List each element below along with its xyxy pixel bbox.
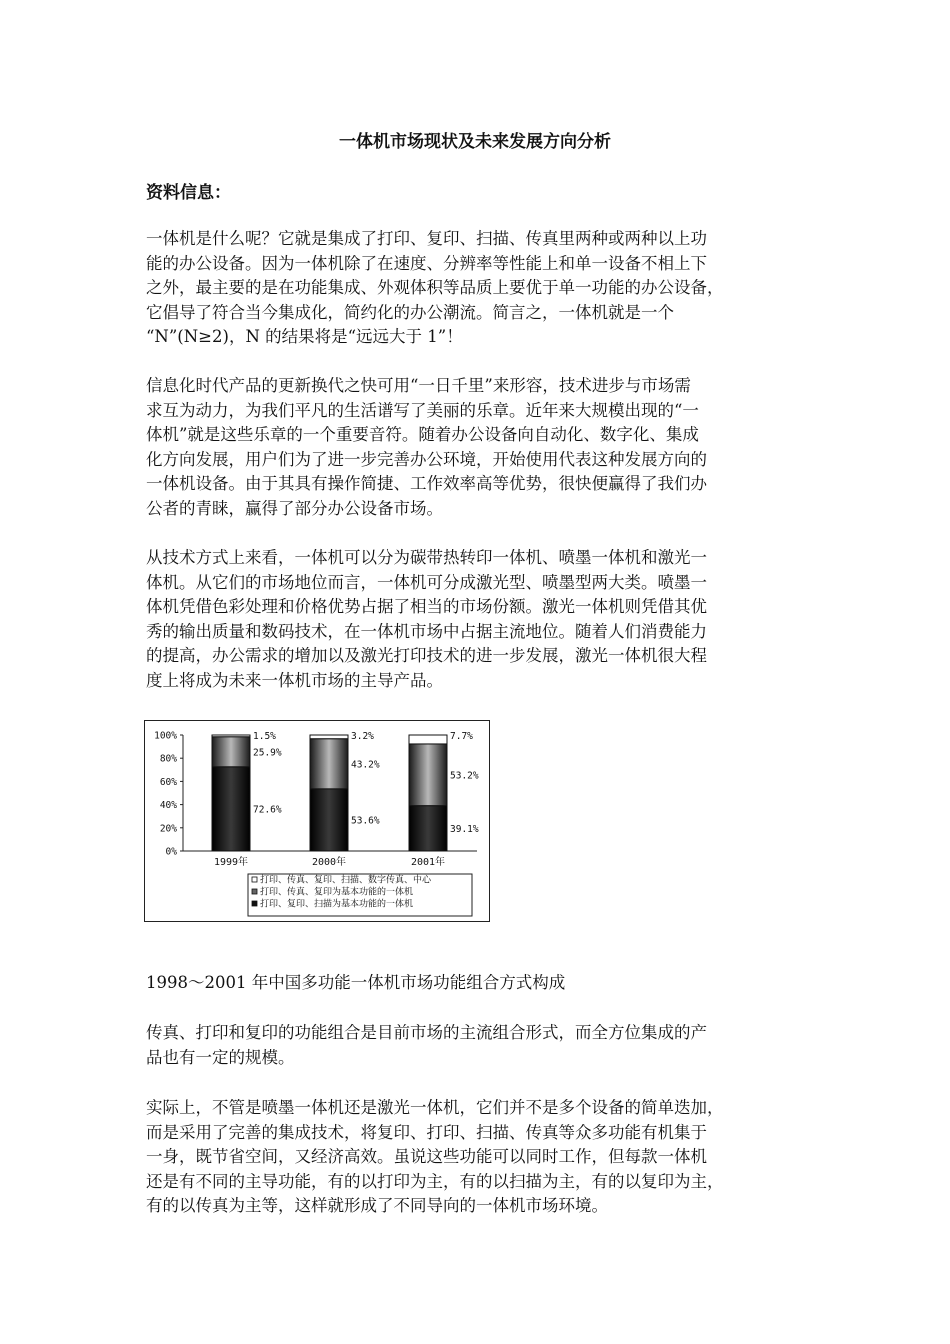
- bar-segment: [212, 767, 250, 851]
- section-heading: 资料信息：: [146, 183, 231, 203]
- text-line: 传真、打印和复印的功能组合是目前市场的主流组合形式，而全方位集成的产: [146, 1023, 707, 1042]
- bar-segment: [310, 739, 348, 789]
- text-line: “N”(N≥2)，N 的结果将是“远远大于 1”！: [146, 327, 463, 346]
- legend-swatch: [252, 901, 257, 906]
- text-line: 它倡导了符合当今集成化，简约化的办公潮流。简言之，一体机就是一个: [146, 302, 674, 322]
- data-label: 3.2%: [351, 731, 374, 742]
- text-line: 有的以传真为主等，这样就形成了不同导向的一体机市场环境。: [146, 1196, 608, 1215]
- text-line: 而是采用了完善的集成技术，将复印、打印、扫描、传真等众多功能有机集于: [146, 1122, 707, 1142]
- bar-segment: [310, 735, 348, 739]
- data-label: 25.9%: [253, 747, 282, 759]
- legend-label: 打印、复印、扫描为基本功能的一体机: [260, 899, 414, 910]
- data-label: 53.6%: [351, 815, 380, 827]
- stacked-bar-chart: [144, 720, 490, 922]
- text-line: 体机。从它们的市场地位而言，一体机可分成激光型、喷墨型两大类。喷墨一: [146, 572, 707, 592]
- paragraph-3: [146, 546, 816, 693]
- data-label: 72.6%: [253, 804, 282, 816]
- y-tick-label: 100%: [154, 730, 177, 742]
- text-line: 信息化时代产品的更新换代之快可用“一日千里”来形容，技术进步与市场需: [146, 376, 691, 395]
- paragraph-6: [146, 1096, 816, 1219]
- document-title: 一体机市场现状及未来发展方向分析: [339, 132, 611, 152]
- text-line: 秀的输出质量和数码技术，在一体机市场中占据主流地位。随着人们消费能力: [146, 621, 707, 641]
- y-tick-label: 80%: [159, 753, 177, 765]
- text-line: 求互为动力，为我们平凡的生活谱写了美丽的乐章。近年来大规模出现的“一: [146, 400, 699, 420]
- text-line: 之外，最主要的是在功能集成、外观体积等品质上要优于单一功能的办公设备，: [146, 278, 724, 297]
- text-line: 化方向发展，用户们为了进一步完善办公环境，开始使用代表这种发展方向的: [146, 449, 707, 469]
- x-tick-label: 2000年: [311, 857, 347, 868]
- data-label: 39.1%: [450, 823, 479, 835]
- paragraph-1: [146, 227, 816, 350]
- bar-segment: [310, 789, 348, 851]
- text-line: 实际上，不管是喷墨一体机还是激光一体机，它们并不是多个设备的简单迭加，: [146, 1098, 724, 1117]
- y-tick-label: 40%: [159, 800, 177, 812]
- legend-swatch: [252, 877, 257, 882]
- text-line: 度上将成为未来一体机市场的主导产品。: [146, 670, 443, 690]
- bar-segment: [409, 806, 447, 851]
- text-line: 体机”就是这些乐章的一个重要音符。随着办公设备向自动化、数字化、集成: [146, 425, 699, 444]
- text-line: 公者的青睐，赢得了部分办公设备市场。: [146, 498, 443, 518]
- text-line: 从技术方式上来看，一体机可以分为碳带热转印一体机、喷墨一体机和激光一: [146, 548, 707, 567]
- bar-segment: [212, 735, 250, 737]
- text-line: 一身，既节省空间，又经济高效。虽说这些功能可以同时工作，但每款一体机: [146, 1147, 707, 1166]
- data-label: 53.2%: [450, 770, 479, 782]
- text-line: 品也有一定的规模。: [146, 1047, 295, 1067]
- chart-caption: [146, 971, 816, 996]
- text-line: 体机凭借色彩处理和价格优势占据了相当的市场份额。激光一体机则凭借其优: [146, 597, 707, 616]
- paragraph-2: [146, 374, 816, 521]
- data-label: 43.2%: [351, 759, 380, 771]
- legend-label: 打印、传真、复印、扫描、数字传真、中心: [260, 875, 432, 886]
- bar-segment: [212, 737, 250, 767]
- data-label: 1.5%: [253, 731, 276, 742]
- text-line: 的提高，办公需求的增加以及激光打印技术的进一步发展，激光一体机很大程: [146, 646, 707, 665]
- y-tick-label: 0%: [165, 846, 177, 858]
- chart-canvas: [145, 721, 488, 920]
- y-tick-label: 60%: [159, 776, 177, 788]
- legend-swatch: [252, 889, 257, 894]
- text-line: 还是有不同的主导功能，有的以打印为主，有的以扫描为主，有的以复印为主，: [146, 1171, 724, 1191]
- data-label: 7.7%: [450, 731, 473, 742]
- paragraph-5: [146, 1021, 816, 1070]
- caption-text: 1998～2001 年中国多功能一体机市场功能组合方式构成: [146, 973, 566, 992]
- text-line: 一体机设备。由于其具有操作简捷、工作效率高等优势，很快便赢得了我们办: [146, 474, 707, 493]
- y-tick-label: 20%: [159, 823, 177, 835]
- x-tick-label: 1999年: [213, 857, 249, 868]
- text-line: 能的办公设备。因为一体机除了在速度、分辨率等性能上和单一设备不相上下: [146, 253, 707, 273]
- text-line: 一体机是什么呢？它就是集成了打印、复印、扫描、传真里两种或两种以上功: [146, 229, 707, 248]
- x-tick-label: 2001年: [410, 857, 446, 868]
- bar-segment: [409, 744, 447, 806]
- legend-label: 打印、传真、复印为基本功能的一体机: [260, 887, 414, 898]
- bar-segment: [409, 735, 447, 744]
